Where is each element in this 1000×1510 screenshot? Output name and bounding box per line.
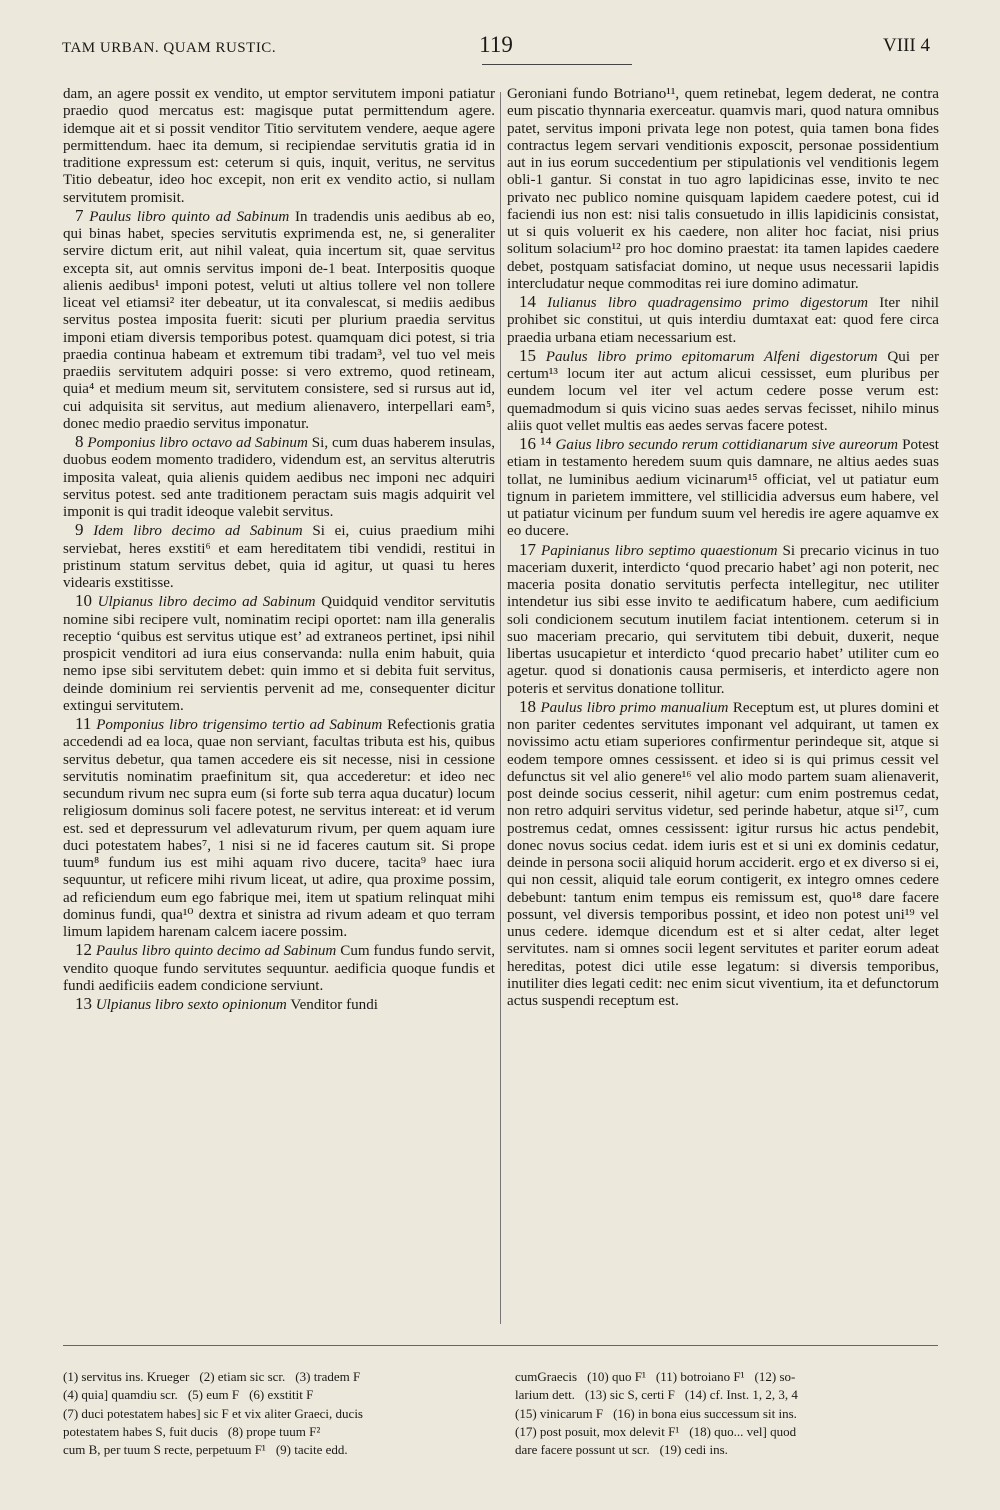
footnote: (5) eum F xyxy=(187,1387,240,1403)
header-rule xyxy=(482,64,632,65)
fragment-number: 16 ¹⁴ xyxy=(519,434,552,453)
paragraph-text: Venditor fundi xyxy=(290,997,378,1013)
inscription: Idem libro decimo ad Sabinum xyxy=(93,523,303,540)
footnote: (17) post posuit, mox delevit F¹ xyxy=(515,1423,680,1439)
footnotes-left xyxy=(63,1368,493,1459)
footnote: potestatem habes S, fuit ducis xyxy=(63,1423,218,1439)
fragment-number: 12 xyxy=(75,940,92,960)
paragraph xyxy=(63,592,495,715)
fragment-number: 11 xyxy=(75,714,92,733)
paragraph-text: Si ei, cuius praedium mihi serviebat, heres exstiti⁶ et eam hereditatem tibi vendidi, restitui in pristinum statum servitus debet, quia id agitur, ut quasi tu heres videaris exstitisse. xyxy=(63,523,495,591)
footnote: larium dett. xyxy=(515,1387,575,1403)
paragraph-text: Cum fundus fundo servit, vendito quoque fundo servitutes sequuntur. aedificia quoque fundis et fundi aedificiis eadem condicione serviunt. xyxy=(63,943,495,994)
footnote: (15) vinicarum F xyxy=(515,1405,604,1421)
footnote: (14) cf. Inst. 1, 2, 3, 4 xyxy=(684,1387,798,1403)
paragraph xyxy=(63,433,495,521)
paragraph-text: Quidquid venditor servitutis nomine sibi recipere vult, nominatim recipi oportet: nam illa generalis receptio ‘quibus est servitus utique est’ ad extraneos pertinet, ipsi nihil prospicit venditori ad iura eius conservanda: nulla enim habuit, quia nemo ipse sibi servitutem debet: quin immo et si debita fuit servitus, deinde dominium rei servientis pervenit ad me, consequenter dicitur extingui servitutem. xyxy=(63,594,495,714)
paragraph xyxy=(507,541,939,698)
paragraph-text: Receptum est, ut plures domini et non pariter cedentes servitutes imponant vel adquirant, ut tamen ex novissimo actu etiam superiores confirmentur perindeque sit, atque si eodem tempore omnes cessissent. et ideo si is qui primus cessit vel defunctus sit vel alio genere¹⁶ vel alio modo partem suam alienaverit, post deinde socius cesserit, nihil agetur: cum enim postremus cedat, non retro adquiri servitus videtur, sed perinde habetur, atque si¹⁷, cum postremus cedat, omnes cessissent: igitur rursus hic actus pendebit, donec novus socius cedat. idem iuris est et si uni ex dominis cedatur, deinde in persona socii aliquid horum acciderit. ergo et ex diverso si ei, qui non cessit, aliquid tale eorum contigerit, ex integro omnes cedere debebunt: tantum enim tempus eis remissum est, quo¹⁸ dare facere possunt, vel diversis temporibus possint, et ideo non potest uni¹⁹ vel unus cedere. idemque dicendum est et si alter cedat, alter leget servitutes. nam si omnes socii legent servitutes et pariter eorum adeat hereditas, potest dici utile esse legatum: si diversis temporibus, inutiliter dies legati cedit: nec enim sicut viventium, ita et defunctorum actus suspendi receptum est. xyxy=(507,699,940,1009)
inscription: Papinianus libro septimo quaestionum xyxy=(540,542,778,559)
paragraph-text: Iter nihil prohibet sic constitui, ut quis interdiu dumtaxat eat: quod fere circa praedia urbana etiam necessarium est. xyxy=(507,295,939,346)
paragraph-text: Refectionis gratia accedendi ad ea loca, quae non serviant, facultas tributa est his, quibus servitus debetur, qua tamen accedere eis sit necesse, nisi in cessione servitutis nominatim praefinitum sit, qua accederetur: et ideo nec secundum rivum nec supra eum (si forte sub terra aqua ducatur) locum religiosum dominus soli facere potest, ne servitus intereat: et id verum est. sed et depressurum vel adlevaturum rivum, per quem aquam iure duci potestatem habes⁷, 1 nisi si ne id faceres cautum sit. Si prope tuum⁸ fundum ius est mihi aquam rivo ducere, tacita⁹ haec iura sequuntur, ut reficere mihi rivum liceat, ut adire, qua proxime possim, ad reficiendum eum ego fabrique mei, item ut spatium relinquat mihi dominus fundi, qua¹⁰ dextra et sinistra ad rivum adeam et quo terram limum lapidem harenam calcem iacere possim. xyxy=(63,717,495,940)
paragraph-text: Potest etiam in testamento heredem suum quis damnare, ne altius aedes suas tollat, ne luminibus aedium vicinarum¹⁵ officiat, vel ut patiatur eum tignum in parietem immittere, vel stillicidia adversus eum habere, vel ut patiatur vicinum per fundum suum vel heredis ire agere aquamve ex eo ducere. xyxy=(507,437,939,540)
fragment-number: 13 xyxy=(75,994,92,1013)
paragraph xyxy=(507,698,939,1011)
footnote: (12) so- xyxy=(754,1369,796,1384)
fragment-number: 7 xyxy=(75,205,84,225)
inscription: Paulus libro primo manualium xyxy=(540,699,729,716)
footnote-rule xyxy=(63,1345,938,1346)
inscription: Paulus libro quinto decimo ad Sabinum xyxy=(95,943,337,960)
running-title: TAM URBAN. QUAM RUSTIC. xyxy=(62,40,277,56)
footnote-line xyxy=(63,1386,493,1404)
inscription: Iulianus libro quadragensimo primo digestorum xyxy=(547,295,869,311)
footnote-line xyxy=(63,1368,493,1386)
footnote: (11) botroiano F¹ xyxy=(655,1369,745,1384)
paragraph xyxy=(63,521,495,592)
footnote: (19) cedi ins. xyxy=(659,1442,728,1458)
paragraph xyxy=(63,995,495,1014)
footnote: (10) quo F¹ xyxy=(587,1369,646,1384)
paragraph-text: Qui per certum¹³ locum iter aut actum alicui cessisset, eum pluribus per eundem locum vel iter vel actum cedere posse verum est: quemadmodum si quis vicino suas aedes servas fecisset, nihilo minus aliis quot vellet multis eas aedes servas facere potest. xyxy=(507,348,940,434)
footnote-line xyxy=(515,1423,945,1441)
column-divider xyxy=(500,92,501,1324)
footnote: cum B, per tuum S recte, perpetuum F¹ xyxy=(63,1442,266,1458)
footnote: (1) servitus ins. Krueger xyxy=(63,1369,190,1384)
fragment-number: 15 xyxy=(519,345,536,365)
paragraph xyxy=(507,86,939,293)
fragment-number: 10 xyxy=(75,591,92,611)
paragraph-text: In tradendis unis aedibus ab eo, qui binas habet, species servitutis exprimenda est, ne, si generaliter servire dictum erit, aut nihil valeat, quia incertum sit, quae servitus excepta sit, aut omnis servitus imponi de-1 beat. Interpositis quoque alienis aedibus¹ imponi potest, veluti ut altius tollere vel non tollere liceat vel etiamsi² iter debeatur, ut ita convalescat, si mediis aedibus servitus postea imposita fuerit: sicuti per plurium praedia servitus imponi etiam diversis temporibus potest. quamquam dici potest, si tria praedia continua habeam et extremum tibi tradam³, vel tuo vel meis praediis servitutem adquiri posse: si vero extremo, quod retineam, quia⁴ et medium meum sit, servitutem consistere, sed si rursus aut id, cui adquisita sit servitus, aut medium alienavero, interpellari eam⁵, donec medio praedio servitus imponatur. xyxy=(63,208,495,432)
signature-mark: VIII 4 xyxy=(883,35,930,56)
inscription: Ulpianus libro sexto opinionum xyxy=(95,997,287,1013)
footnote: dare facere possunt ut scr. xyxy=(515,1442,650,1458)
footnote: (13) sic S, certi F xyxy=(584,1387,675,1403)
fragment-number: 14 xyxy=(519,292,536,311)
footnote: (4) quia] quamdiu scr. xyxy=(63,1387,178,1403)
fragment-number: 8 xyxy=(75,432,84,451)
paragraph xyxy=(63,941,495,995)
fragment-number: 17 xyxy=(519,539,536,559)
footnote-line xyxy=(515,1405,945,1423)
inscription: Gaius libro secundo rerum cottidianarum sive aureorum xyxy=(555,437,899,453)
inscription: Pomponius libro trigensimo tertio ad Sabinum xyxy=(96,717,383,733)
inscription: Paulus libro primo epitomarum Alfeni digestorum xyxy=(545,348,878,365)
paragraph xyxy=(63,86,495,207)
footnote-line xyxy=(515,1386,945,1404)
inscription: Paulus libro quinto ad Sabinum xyxy=(89,208,290,225)
footnote: (6) exstitit F xyxy=(249,1387,314,1403)
paragraph xyxy=(507,435,939,541)
paragraph xyxy=(63,715,495,941)
footnote-line xyxy=(63,1405,493,1423)
paragraph-text: Geroniani fundo Botriano¹¹, quem retinebat, legem dederat, ne contra eum piscatio thynnaria exerceatur. quamvis mari, quod natura omnibus patet, servitus imponi privata lege non potest, quia tamen bona fides contractus legem servari venditionis exposcit, personae possidentium aut in ius eorum succedentium per stipulationis vel venditionis legem obli-1 gantur. Si constat in tuo agro lapidicinas esse, invito te nec privato nec publico nomine quisquam lapidem caedere potest, cui id faciendi ius non est: nisi talis consuetudo in illis lapidicinis consistat, ut si quis voluerit ex his caedere, non aliter hoc faciat, nisi prius solitum solacium¹² pro hoc domino praestat: ita tamen lapides caedere debet, postquam satisfaciat domino, ut neque usus necessarii lapidis intercludatur neque commoditas rei iure domino adimatur. xyxy=(507,86,939,292)
footnote: (9) tacite edd. xyxy=(275,1442,348,1458)
footnote: (8) prope tuum F² xyxy=(227,1423,321,1439)
fragment-number: 9 xyxy=(75,520,84,540)
footnote: (18) quo... vel] quod xyxy=(689,1423,797,1439)
footnote-line xyxy=(63,1441,493,1459)
inscription: Pomponius libro octavo ad Sabinum xyxy=(87,435,308,451)
inscription: Ulpianus libro decimo ad Sabinum xyxy=(97,594,316,611)
paragraph-text: Si precario vicinus in tuo maceriam duxerit, interdicto ‘quod precario habet’ agi non poterit, nec maceria posita donatio servitutis perfecta intellegitur, nec utiliter intendetur ius sibi esse invito te aedificatum habere, cum aedificium soli condicionem secutum inutilem faciat intentionem. ceterum si in suo maceriam precario, qui servitutem tibi debuit, duxerit, neque libertas usucapietur et interdicto ‘quod precario habet’ utiliter cum eo agetur. quod si donationis causa permiseris, et interdicto agere non poteris et servitus donatione tollitur. xyxy=(507,542,939,697)
footnote: (3) tradem F xyxy=(295,1369,361,1384)
paragraph xyxy=(507,293,939,347)
footnotes-right xyxy=(515,1368,945,1459)
footnote-line xyxy=(515,1441,945,1459)
page-header xyxy=(62,30,930,70)
footnote: (7) duci potestatem habes] sic F et vix aliter Graeci, ducis xyxy=(63,1405,363,1421)
footnote: (2) etiam sic scr. xyxy=(199,1369,286,1384)
text-column-left xyxy=(63,86,495,1014)
paragraph-text: dam, an agere possit ex vendito, ut emptor servitutem imponi patiatur praedio quod mercatus est: magisque putat permittendum agere. idemque ait et si possit venditor Titio servitutem vendere, aeque agere permittendum. haec ita demum, si recipiendae servitutis gratia id in traditione expressum est: ceterum si quis, inquit, veritus, ne servitus Titio debeatur, ideo hoc excepit, non erit ex vendito actio, si nullam servitutem promisit. xyxy=(63,86,495,206)
footnote-line xyxy=(63,1423,493,1441)
footnote-line xyxy=(515,1368,945,1386)
footnote: (16) in bona eius successum sit ins. xyxy=(613,1405,797,1421)
paragraph xyxy=(63,207,495,433)
fragment-number: 18 xyxy=(519,696,536,716)
paragraph-text: Si, cum duas haberem insulas, duobus eodem momento tradidero, videndum est, an servitus alterutris imposita valeat, quia alienis quidem aedibus nec imponi nec adquiri servitus potest. sed ante traditionem peractam suis magis adquirit vel imponit is qui tradit ideoque valebit servitus. xyxy=(63,435,496,520)
page-number: 119 xyxy=(479,32,513,57)
paragraph xyxy=(507,347,939,435)
footnote: cumGraecis xyxy=(515,1369,578,1384)
text-column-right xyxy=(507,86,939,1010)
